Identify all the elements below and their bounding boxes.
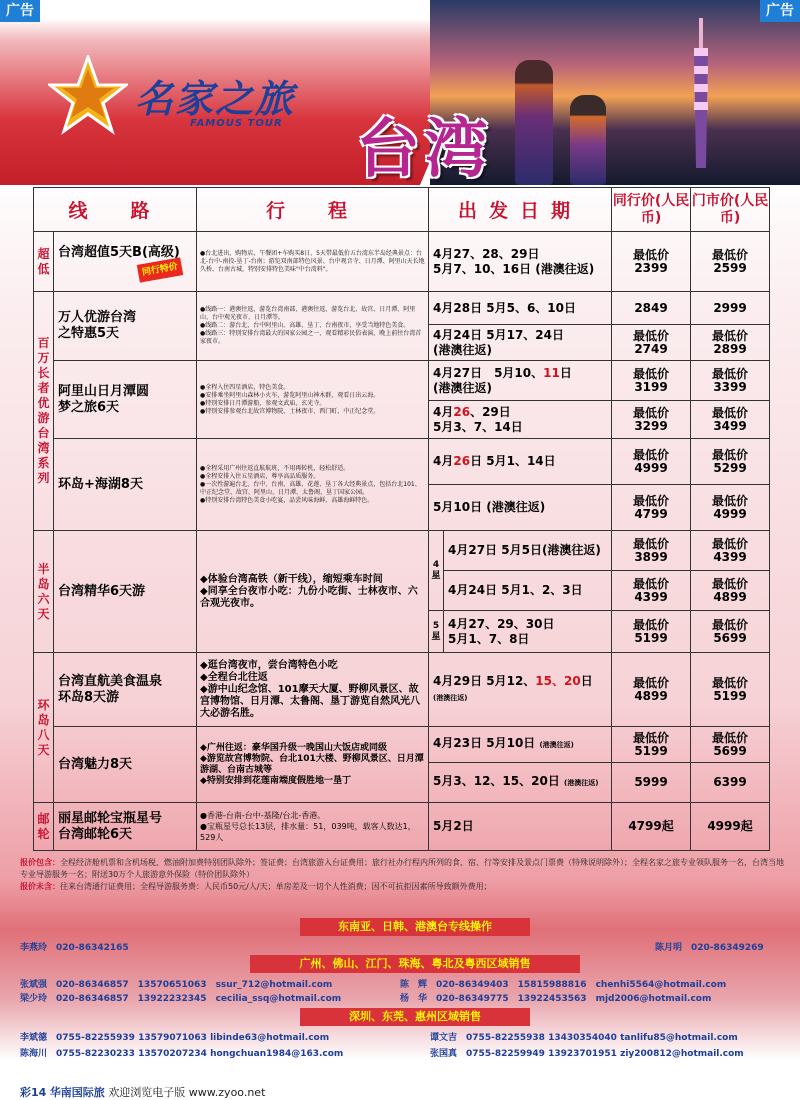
market-price: 最低价 3499 <box>691 401 770 439</box>
departure-dates: 5月10日 (港澳往返) <box>429 485 612 531</box>
peer-price: 最低价 5199 <box>612 727 691 763</box>
date-text: 5月3、12、15、20日 <box>433 774 560 788</box>
route-name-text: 台湾超值5天B(高级) <box>58 244 180 260</box>
contact-phone: 0755-82230233 <box>56 1049 135 1059</box>
table-row <box>34 361 770 401</box>
peer-price: 最低价 4899 <box>612 653 691 727</box>
market-price: 4999起 <box>691 803 770 851</box>
peer-price: 最低价 4999 <box>612 439 691 485</box>
contact <box>430 1030 738 1043</box>
table-row <box>34 439 770 485</box>
departure-dates <box>429 361 612 401</box>
itinerary: ●台北进出，购物店，午餐团+车购买8日，5天带最低价五台湾东半岛经典景点：台北-台中-南投-垦丁-台南；游览双南部特色风景、台中观音寺、日月潭、阿里山天长地久桥、台南古城，特别安排特色美味"中台湾料"。 <box>197 232 429 292</box>
peer-price: 最低价 4399 <box>612 571 691 611</box>
table-row <box>34 727 770 763</box>
route-name: 台湾精华6天游 <box>54 531 197 653</box>
peer-price: 最低价 3199 <box>612 361 691 401</box>
peer-price: 2849 <box>612 292 691 325</box>
route-name: 阿里山日月潭圆 梦之旅6天 <box>54 361 197 439</box>
contact-phone: 020-86346857 <box>56 980 129 990</box>
contact-email: cecilia_ssq@hotmail.com <box>215 994 342 1004</box>
header-market-price: 门市价(人民币) <box>691 188 770 232</box>
contact-email: ssur_712@hotmail.com <box>215 980 333 990</box>
contact-name: 陈 辉 <box>400 980 428 990</box>
contact-mobile: 15815988816 <box>517 980 587 990</box>
header-dates: 出发日期 <box>429 188 612 232</box>
contact <box>20 1030 329 1043</box>
contact-name: 张斌强 <box>20 980 48 990</box>
category-label: 百 万 长 者 优 游 台 湾 系 列 <box>34 292 54 531</box>
market-price: 6399 <box>691 763 770 803</box>
contact-phone: 020-86349775 <box>436 994 509 1004</box>
category-label: 半 岛 六 天 <box>34 531 54 653</box>
tour-table <box>33 187 770 851</box>
market-price: 最低价 5299 <box>691 439 770 485</box>
brand-name: 名家之旅 <box>135 76 296 121</box>
contact-email: tanlifu85@hotmail.com <box>620 1033 738 1043</box>
market-price: 2999 <box>691 292 770 325</box>
date-text: 4月23日 5月10日 <box>433 736 536 750</box>
peer-price: 最低价 3899 <box>612 531 691 571</box>
ad-label: 广告 <box>760 0 800 22</box>
table-row <box>34 531 770 571</box>
departure-dates: 4月28日 5月5、6、10日 <box>429 292 612 325</box>
footer-site: 欢迎浏览电子版 www.zyoo.net <box>108 1086 266 1099</box>
contact-phone: 0755-82259949 <box>466 1049 545 1059</box>
note-label: 报价包含： <box>20 858 60 867</box>
contact-mobile: 13570207234 <box>138 1049 207 1059</box>
table-row <box>34 232 770 292</box>
contact-mobile: 13922232345 <box>137 994 207 1004</box>
departure-dates <box>429 653 612 727</box>
date-note: (港澳往返) <box>433 693 468 702</box>
contact-name: 李燕玲 <box>20 943 48 953</box>
contact-name: 陈海川 <box>20 1049 48 1059</box>
route-name <box>54 232 197 292</box>
contact-email: mjd2006@hotmail.com <box>595 994 712 1004</box>
contact-name: 陈月明 <box>655 943 683 953</box>
dancer-image <box>515 60 553 185</box>
contact-mobile: 13923701951 <box>548 1049 617 1059</box>
category-label: 环 岛 八 天 <box>34 653 54 803</box>
table-header <box>34 188 770 232</box>
date-text: 4月 <box>433 454 454 468</box>
date-text: 4月27日 5月10、 <box>433 365 544 380</box>
route-name: 丽星邮轮宝瓶星号 台湾邮轮6天 <box>54 803 197 851</box>
price-notes <box>20 857 790 893</box>
market-price: 最低价 5699 <box>691 727 770 763</box>
contact-name: 梁少玲 <box>20 994 48 1004</box>
departure-dates <box>429 401 612 439</box>
market-price: 最低价 5699 <box>691 611 770 653</box>
page-number: 彩14 <box>20 1086 47 1099</box>
peer-price: 5999 <box>612 763 691 803</box>
banner <box>0 0 800 185</box>
category-label: 超 低 <box>34 232 54 292</box>
market-price: 最低价 2599 <box>691 232 770 292</box>
date-text: 日 (港澳往返) <box>433 365 572 395</box>
ad-label: 广告 <box>0 0 40 22</box>
section-bar: 深圳、东莞、惠州区域销售 <box>300 1008 530 1026</box>
contact-phone: 0755-82255939 <box>56 1033 135 1043</box>
market-price: 最低价 4999 <box>691 485 770 531</box>
section-bar: 广州、佛山、江门、珠海、粤北及粤西区域销售 <box>250 955 580 973</box>
contact-phone: 020-86349269 <box>691 943 764 953</box>
itinerary: ●全程采用广州往返直航航班，不用再转机，轻松舒适。 ●全程安排入住五星酒店，尊享高品质服务。 ●一次性游遍台北、台中、台南、高雄、花莲、垦丁各大经典景点，包括台北101、中正纪念堂、故宫、阿里山、日月潭、太鲁阁、垦丁国家公园。 ●特别安排台湾特色美食小吃宴，品尝风味海鲜、高雄海鲜特色。 <box>197 439 429 531</box>
section-bar: 东南亚、日韩、港澳台专线操作 <box>300 918 530 936</box>
route-name: 环岛+海湖8天 <box>54 439 197 531</box>
market-price: 最低价 4399 <box>691 531 770 571</box>
peer-price: 最低价 2399 <box>612 232 691 292</box>
itinerary: ◆体验台湾高铁（新干线），缩短乘车时间 ◆同享全台夜市小吃：九份小吃街、士林夜市、六合观光夜市。 <box>197 531 429 653</box>
note-excluded <box>20 881 790 893</box>
route-name: 万人优游台湾 之特惠5天 <box>54 292 197 361</box>
departure-dates: 4月27、29、30日 5月1、7、8日 <box>444 611 612 653</box>
date-text: 日 5月1、14日 <box>470 454 556 468</box>
note-text: 全程经济舱机票和含机场税、燃油附加费特别团队除外；签证费；台湾旅游入台证费用；旅行社办行程内所列的食、宿、行等安排及景点门票费（特殊说明除外）；全程名家之旅专业领队服务一名，台湾当地专业导游服务一名；附送30万个人旅游意外保险（特价团队除外） <box>20 858 784 879</box>
date-note: (港澳往返) <box>564 779 599 787</box>
peer-price: 最低价 3299 <box>612 401 691 439</box>
table-row <box>34 803 770 851</box>
contact-name: 杨 华 <box>400 994 428 1004</box>
contact-name: 张国真 <box>430 1049 458 1059</box>
contact-phone: 020-86349403 <box>436 980 509 990</box>
itinerary: ●线路一：港澳往返，游览台湾南部，港澳往返，游览台北、故宫、日月潭、阿里山、台中观光夜市、日月潭等。 ●线路二：游台北、台中阿里山、高雄、垦丁、台南夜市，享受当地特色美食。 ●线路三：特别安排台湾最大的国家公园之一，观看精彩民俗表演，晚上前往台湾首家夜市。 <box>197 292 429 361</box>
departure-dates <box>429 439 612 485</box>
note-included <box>20 857 790 881</box>
taipei-101-image <box>690 18 712 168</box>
contact-mobile: 13579071063 <box>138 1033 207 1043</box>
peer-price: 最低价 4799 <box>612 485 691 531</box>
contact <box>430 1046 744 1059</box>
hotel-star-label: 5 星 <box>429 611 444 653</box>
peer-price: 4799起 <box>612 803 691 851</box>
departure-dates: 4月27日 5月5日(港澳往返) <box>444 531 612 571</box>
contact-mobile: 13570651063 <box>137 980 207 990</box>
itinerary: ◆逛台湾夜市，尝台湾特色小吃 ◆全程台北往返 ◆游中山纪念馆、101摩天大厦、野柳风景区、故宫博物馆、日月潭、太鲁阁、垦丁游览自然风光八大必游名胜。 <box>197 653 429 727</box>
departure-dates <box>429 763 612 803</box>
contact-email: chenhi5564@hotmail.com <box>595 980 727 990</box>
date-note: (港澳往返) <box>539 741 574 749</box>
header-peer-price: 同行价(人民币) <box>612 188 691 232</box>
contact <box>20 991 341 1004</box>
date-highlight: 11 <box>543 365 560 380</box>
peer-price: 最低价 5199 <box>612 611 691 653</box>
itinerary: ●全程入住四星酒店，特色美食。 ●安排乘坐阿里山森林小火车，游览阿里山神木群，观看日出云海。 ●特别安排日月潭游船，参观文武庙、玄光寺。 ●特别安排参观台北故宫博物院、士林夜市、西门町、中正纪念堂。 <box>197 361 429 439</box>
date-text: 、29日 5月3、7、14日 <box>433 404 523 434</box>
page-title: 台湾 <box>356 113 492 185</box>
contact-email: libinde63@hotmail.com <box>210 1033 330 1043</box>
route-name: 台湾魅力8天 <box>54 727 197 803</box>
table-row <box>34 292 770 325</box>
contact <box>20 940 129 953</box>
route-name: 台湾直航美食温泉 环岛8天游 <box>54 653 197 727</box>
table-row <box>34 653 770 727</box>
market-price: 最低价 3399 <box>691 361 770 401</box>
market-price: 最低价 5199 <box>691 653 770 727</box>
header-itinerary: 行 程 <box>197 188 429 232</box>
departure-dates: 4月27、28、29日 5月7、10、16日 (港澳往返) <box>429 232 612 292</box>
market-price: 最低价 2899 <box>691 325 770 361</box>
contact-name: 谭文吉 <box>430 1033 458 1043</box>
footer-brand: 华南国际旅 <box>49 1086 105 1099</box>
contact <box>20 1046 343 1059</box>
itinerary: ◆广州往返：豪华国升级一晚国山大饭店或同级 ◆游览故宫博物院、台北101大楼、野柳风景区、日月潭游湖、台南古城等 ◆特别安排到花莲南端度假胜地一垦丁 <box>197 727 429 803</box>
itinerary: ●香港-台南-台中-基隆/台北-香港。 ●宝瓶星号总长13层，排水量：51，039吨，载客人数达1，529人 <box>197 803 429 851</box>
market-price: 最低价 4899 <box>691 571 770 611</box>
note-label: 报价未含： <box>20 882 60 891</box>
contact-phone: 020-86342165 <box>56 943 129 953</box>
contact <box>400 977 726 990</box>
date-text: 4月29日 5月12、 <box>433 673 536 688</box>
date-text: 日 <box>580 673 593 688</box>
hotel-star-label: 4 星 <box>429 531 444 611</box>
contact-name: 李斌德 <box>20 1033 48 1043</box>
star-logo-icon <box>48 55 128 135</box>
contact <box>400 991 711 1004</box>
contact-email: ziy200812@hotmail.com <box>620 1049 744 1059</box>
date-highlight: 26 <box>453 454 471 468</box>
peer-price: 最低价 2749 <box>612 325 691 361</box>
page-footer <box>20 1084 265 1100</box>
dancer-image <box>570 95 606 185</box>
contact-mobile: 13922453563 <box>517 994 587 1004</box>
departure-dates: 4月24日 5月1、2、3日 <box>444 571 612 611</box>
departure-dates <box>429 727 612 763</box>
contact <box>655 940 764 953</box>
contact <box>20 977 332 990</box>
date-text: 4月 <box>433 404 454 419</box>
departure-dates: 4月24日 5月17、24日 (港澳往返) <box>429 325 612 361</box>
date-highlight: 26 <box>453 404 471 419</box>
brand-sub: FAMOUS TOUR <box>190 118 283 129</box>
contact-email: hongchuan1984@163.com <box>210 1049 344 1059</box>
contact-phone: 0755-82255938 <box>466 1033 545 1043</box>
special-price-tag: 同行特价 <box>137 257 183 282</box>
category-label: 邮 轮 <box>34 803 54 851</box>
departure-dates: 5月2日 <box>429 803 612 851</box>
header-route: 线 路 <box>34 188 197 232</box>
contact-phone: 020-86346857 <box>56 994 129 1004</box>
contact-mobile: 13430354040 <box>548 1033 617 1043</box>
date-highlight: 15、20 <box>535 673 581 688</box>
note-text: 往来台湾通行证费用；全程导游服务费：人民币50元/人/天；单房差及一切个人性消费；因不可抗拒因素所导致额外费用； <box>60 882 492 891</box>
